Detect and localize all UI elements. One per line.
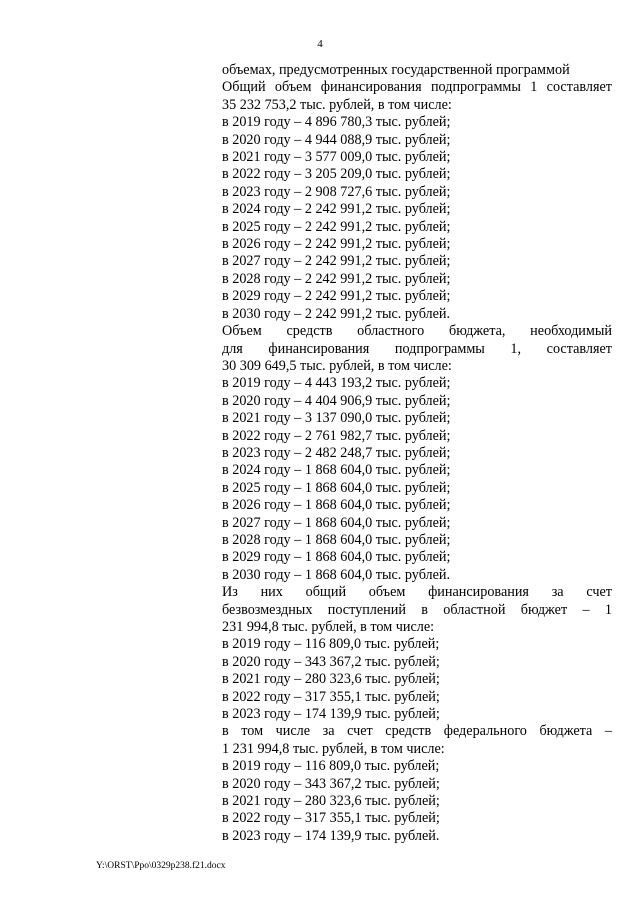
text-line: в 2021 году – 280 323,6 тыс. рублей;: [222, 793, 440, 810]
text-line: в 2022 году – 317 355,1 тыс. рублей;: [222, 688, 440, 705]
text-line: в 2027 году – 1 868 604,0 тыс. рублей;: [222, 514, 451, 531]
text-line: в 2020 году – 4 944 088,9 тыс. рублей;: [222, 131, 451, 148]
text-line: в 2022 году – 2 761 982,7 тыс. рублей;: [222, 427, 451, 444]
text-line: в 2020 году – 343 367,2 тыс. рублей;: [222, 653, 440, 670]
text-line: в 2026 году – 1 868 604,0 тыс. рублей;: [222, 497, 451, 514]
text-line: Из них общий объем финансирования за счет: [222, 584, 612, 601]
text-line: в 2030 году – 1 868 604,0 тыс. рублей.: [222, 566, 451, 583]
text-line: в 2022 году – 317 355,1 тыс. рублей;: [222, 810, 440, 827]
text-line: в 2019 году – 4 896 780,3 тыс. рублей;: [222, 114, 451, 131]
text-line: в 2028 году – 2 242 991,2 тыс. рублей;: [222, 270, 451, 287]
text-line: в 2026 году – 2 242 991,2 тыс. рублей;: [222, 236, 451, 253]
text-line: в 2023 году – 174 139,9 тыс. рублей.: [222, 827, 440, 844]
text-line: в 2022 году – 3 205 209,0 тыс. рублей;: [222, 166, 451, 183]
text-line: в 2020 году – 343 367,2 тыс. рублей;: [222, 775, 440, 792]
text-line: 231 994,8 тыс. рублей, в том числе:: [222, 619, 435, 635]
text-line: в 2020 году – 4 404 906,9 тыс. рублей;: [222, 392, 451, 409]
text-line: в 2029 году – 1 868 604,0 тыс. рублей;: [222, 549, 451, 566]
text-line: в 2019 году – 116 809,0 тыс. рублей;: [222, 636, 440, 653]
footer-file-path: Y:\ORST\Ppo\0329p238.f21.docx: [96, 861, 226, 871]
page-number: 4: [317, 38, 323, 50]
text-line: в 2023 году – 2 908 727,6 тыс. рублей;: [222, 183, 451, 200]
text-line: 30 309 649,5 тыс. рублей, в том числе:: [222, 357, 452, 374]
document-text-column: [222, 62, 612, 845]
text-line: Общий объем финансирования подпрограммы 1 составляет: [222, 79, 612, 96]
text-line: в 2029 году – 2 242 991,2 тыс. рублей;: [222, 288, 451, 305]
text-line: в 2024 году – 2 242 991,2 тыс. рублей;: [222, 201, 451, 218]
text-line: в 2019 году – 4 443 193,2 тыс. рублей;: [222, 375, 451, 392]
text-line: 1 231 994,8 тыс. рублей, в том числе:: [222, 740, 445, 757]
text-line: в 2025 году – 2 242 991,2 тыс. рублей;: [222, 218, 451, 235]
text-line: в 2024 году – 1 868 604,0 тыс. рублей;: [222, 462, 451, 479]
text-line: в том числе за счет средств федерального бюджета –: [222, 723, 612, 740]
text-line: в 2027 году – 2 242 991,2 тыс. рублей;: [222, 253, 451, 270]
text-line: в 2019 году – 116 809,0 тыс. рублей;: [222, 758, 440, 775]
text-line: объемах, предусмотренных государственной программой: [222, 62, 570, 78]
text-line: в 2021 году – 3 577 009,0 тыс. рублей;: [222, 149, 451, 166]
text-line: в 2025 году – 1 868 604,0 тыс. рублей;: [222, 479, 451, 496]
text-line: в 2021 году – 3 137 090,0 тыс. рублей;: [222, 410, 451, 427]
text-line: Объем средств областного бюджета, необходимый: [222, 323, 612, 340]
text-line: в 2030 году – 2 242 991,2 тыс. рублей.: [222, 305, 451, 322]
text-line: для финансирования подпрограммы 1, составляет: [222, 340, 612, 357]
text-line: в 2023 году – 174 139,9 тыс. рублей;: [222, 706, 440, 723]
text-line: безвозмездных поступлений в областной бюджет – 1: [222, 601, 612, 618]
text-line: в 2021 году – 280 323,6 тыс. рублей;: [222, 671, 440, 688]
text-line: в 2028 году – 1 868 604,0 тыс. рублей;: [222, 531, 451, 548]
text-line: в 2023 году – 2 482 248,7 тыс. рублей;: [222, 444, 451, 461]
text-line: 35 232 753,2 тыс. рублей, в том числе:: [222, 96, 452, 113]
